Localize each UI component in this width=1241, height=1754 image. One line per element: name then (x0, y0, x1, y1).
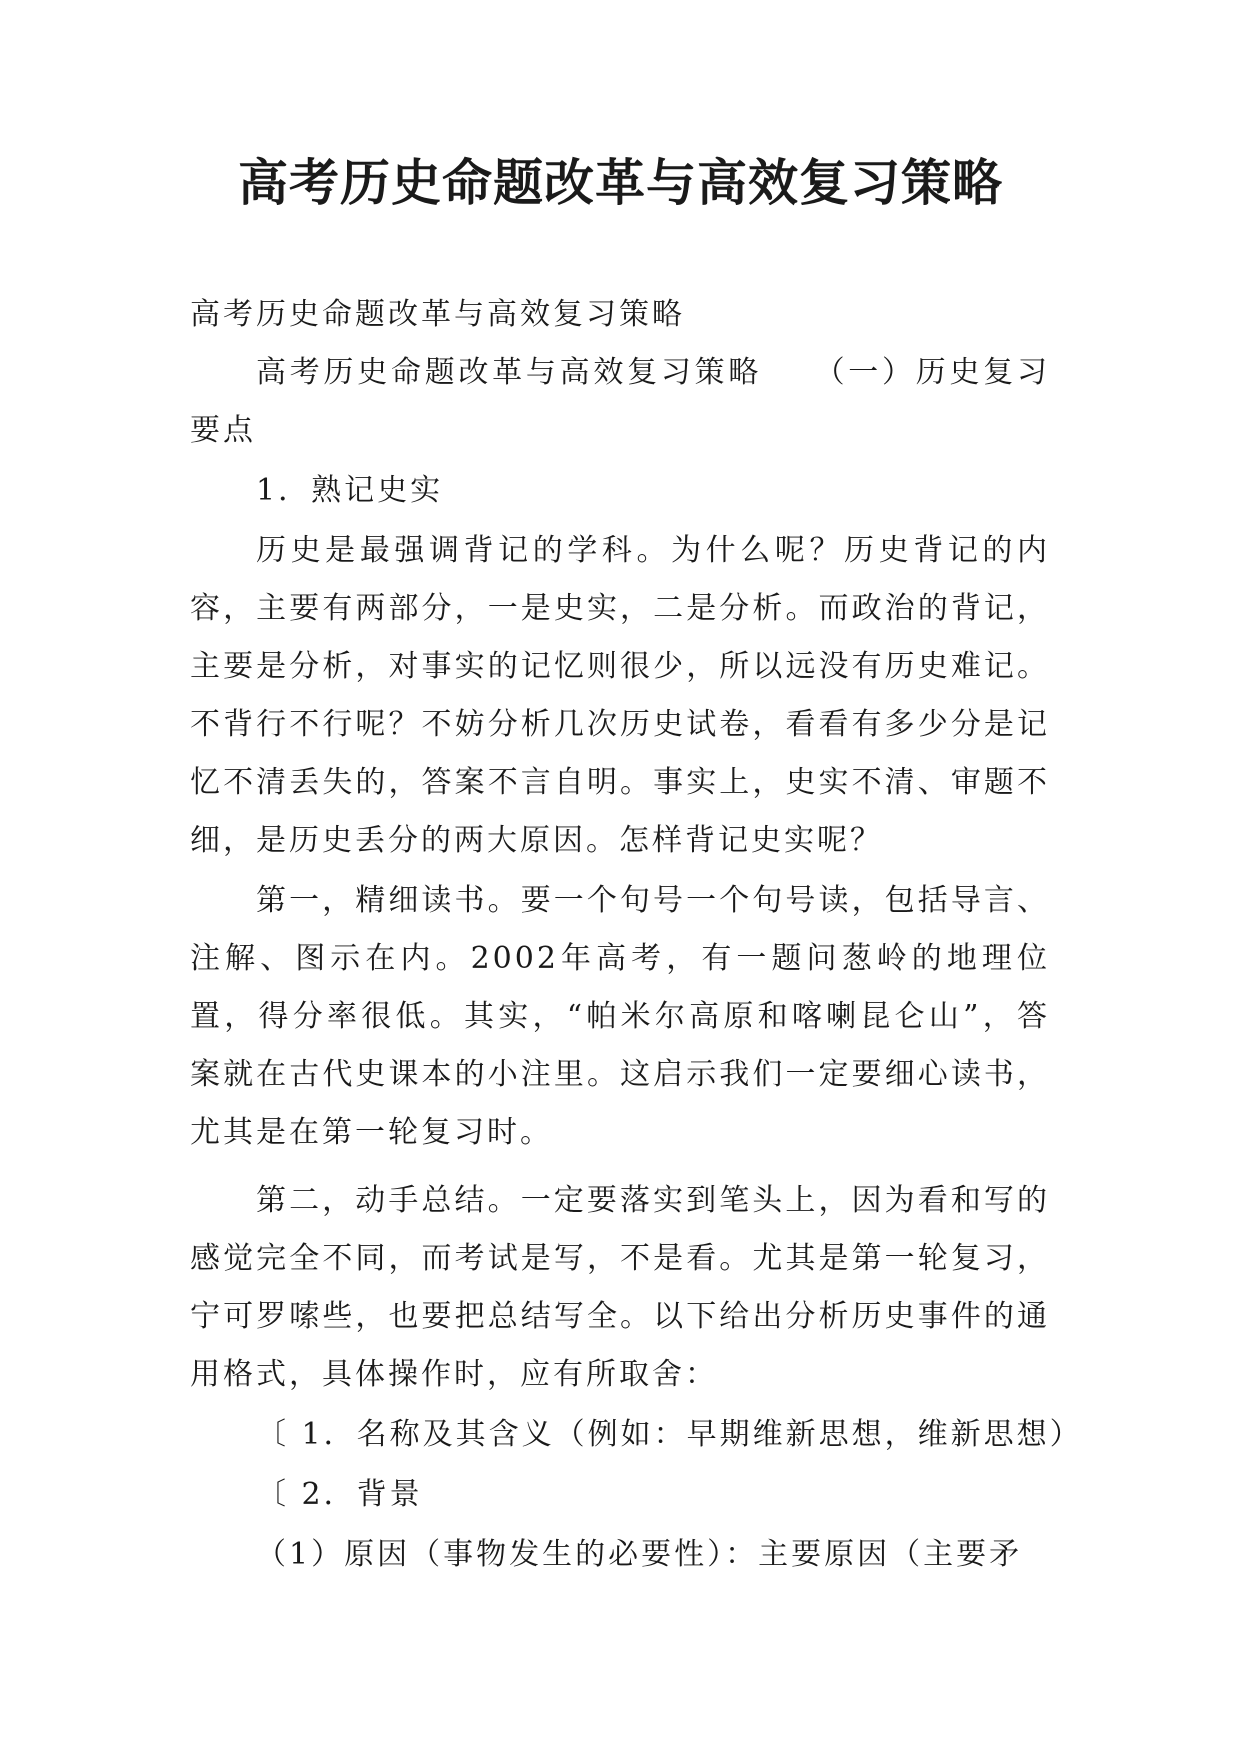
paragraph-list-item-1: 〔 1．名称及其含义（例如：早期维新思想，维新思想） (256, 1417, 1083, 1452)
paragraph-section-1: 1．熟记史实 (256, 473, 444, 508)
document-title: 高考历史命题改革与高效复习策略 (238, 153, 1003, 212)
paragraph-body-3: 第二，动手总结。一定要落实到笔头上，因为看和写的感觉完全不同，而考试是写，不是看。尤其是第一轮复习，宁可罗嗦些，也要把总结写全。以下给出分析历史事件的通用格式，具体操作时，应有所取舍： (190, 1183, 1050, 1392)
paragraph-body-1: 历史是最强调背记的学科。为什么呢？历史背记的内容，主要有两部分，一是史实，二是分析。而政治的背记，主要是分析，对事实的记忆则很少，所以远没有历史难记。不背行不行呢？不妨分析几次历史试卷，看看有多少分是记忆不清丢失的，答案不言自明。事实上，史实不清、审题不细，是历史丢分的两大原因。怎样背记史实呢？ (190, 533, 1050, 858)
document-body (190, 286, 1083, 1584)
paragraph-list-item-2: 〔 2．背景 (256, 1477, 423, 1512)
paragraph-heading: 高考历史命题改革与高效复习策略 （一）历史复习要点 (190, 355, 1050, 448)
paragraph-list-item-3: （1）原因（事物发生的必要性）：主要原因（主要矛 (256, 1537, 1023, 1572)
paragraph-body-2: 第一，精细读书。要一个句号一个句号读，包括导言、注解、图示在内。2002年高考，有一题问葱岭的地理位置，得分率很低。其实，“帕米尔高原和喀喇昆仑山”，答案就在古代史课本的小注里。这启示我们一定要细心读书，尤其是在第一轮复习时。 (190, 883, 1050, 1150)
paragraph-subtitle: 高考历史命题改革与高效复习策略 (190, 297, 685, 332)
